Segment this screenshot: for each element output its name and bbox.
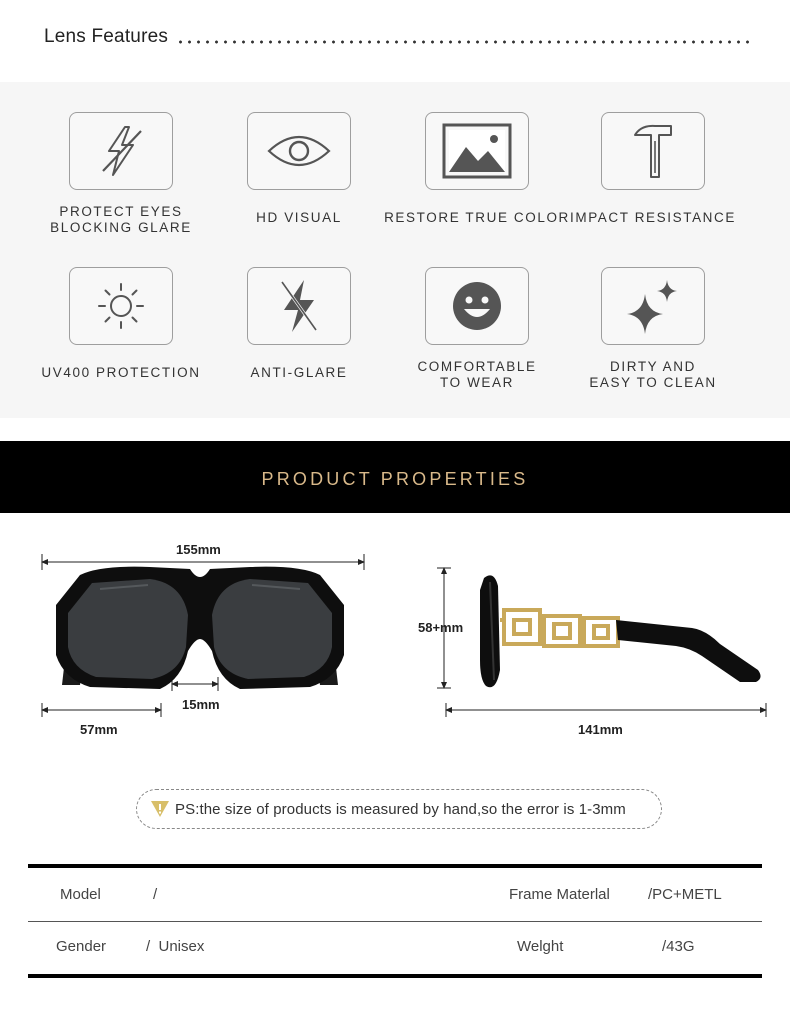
dimension-lens-width: 57mm bbox=[80, 722, 118, 737]
spec-weight-label: Welght bbox=[517, 938, 564, 955]
dimension-total-width: 155mm bbox=[176, 542, 221, 557]
spec-frame-value: /PC+METL bbox=[648, 886, 722, 903]
spec-frame-label: Frame Materlal bbox=[509, 886, 610, 903]
feature-label: COMFORTABLE TO WEAR bbox=[417, 359, 537, 390]
dimension-temple-length: 141mm bbox=[578, 722, 623, 737]
dimension-lens-height: 58+mm bbox=[418, 620, 464, 635]
feature-uv400 bbox=[26, 267, 216, 381]
spec-weight-value: /43G bbox=[662, 938, 695, 955]
feature-icon-box bbox=[247, 267, 351, 345]
feature-impact-resistance bbox=[558, 112, 748, 226]
table-top-rule bbox=[28, 864, 762, 868]
feature-protect-eyes bbox=[26, 112, 216, 236]
spec-model-value: / bbox=[153, 886, 158, 903]
measurement-note-text: PS:the size of products is measured by hand,so the error is 1-3mm bbox=[175, 800, 626, 818]
feature-hd-visual bbox=[204, 112, 394, 226]
lens-features-title: Lens Features bbox=[44, 26, 169, 47]
spec-gender-value: / Unisex bbox=[146, 938, 205, 955]
feature-icon-box bbox=[69, 267, 173, 345]
feature-label: PROTECT EYES BLOCKING GLARE bbox=[50, 204, 192, 235]
smiley-icon bbox=[450, 279, 504, 333]
feature-icon-box bbox=[425, 112, 529, 190]
landscape-picture-icon bbox=[442, 123, 512, 179]
spec-gender-label: Gender bbox=[56, 938, 107, 955]
lightning-slash-icon bbox=[91, 121, 151, 181]
sun-icon bbox=[96, 281, 146, 331]
dimension-bridge: 15mm bbox=[182, 697, 220, 712]
feature-label: UV400 PROTECTION bbox=[41, 365, 201, 380]
feature-icon-box bbox=[601, 112, 705, 190]
hammer-icon bbox=[631, 121, 675, 181]
feature-icon-box bbox=[601, 267, 705, 345]
feature-label: HD VISUAL bbox=[256, 210, 342, 225]
glasses-side-image bbox=[440, 560, 770, 700]
table-middle-rule bbox=[28, 921, 762, 922]
glasses-front-image bbox=[40, 555, 360, 695]
sparkle-icon bbox=[623, 276, 683, 336]
feature-restore-color bbox=[382, 112, 572, 226]
features-panel bbox=[0, 82, 790, 418]
table-bottom-rule bbox=[28, 974, 762, 978]
feature-icon-box bbox=[69, 112, 173, 190]
lightning-icon bbox=[274, 276, 324, 336]
feature-label: DIRTY AND EASY TO CLEAN bbox=[589, 359, 717, 390]
measurement-note bbox=[136, 789, 662, 829]
product-properties-title: PRODUCT PROPERTIES bbox=[261, 469, 529, 489]
feature-label: RESTORE TRUE COLOR bbox=[384, 210, 570, 225]
feature-easy-clean bbox=[558, 267, 748, 391]
feature-label: IMPACT RESISTANCE bbox=[570, 210, 736, 225]
warning-triangle-icon bbox=[149, 799, 171, 819]
feature-label: ANTI-GLARE bbox=[250, 365, 348, 380]
feature-comfortable bbox=[382, 267, 572, 391]
eye-icon bbox=[266, 131, 332, 171]
feature-icon-box bbox=[247, 112, 351, 190]
feature-icon-box bbox=[425, 267, 529, 345]
feature-anti-glare bbox=[204, 267, 394, 381]
dotted-divider bbox=[176, 40, 754, 44]
spec-model-label: Model bbox=[60, 886, 101, 903]
product-properties-band bbox=[0, 441, 790, 513]
